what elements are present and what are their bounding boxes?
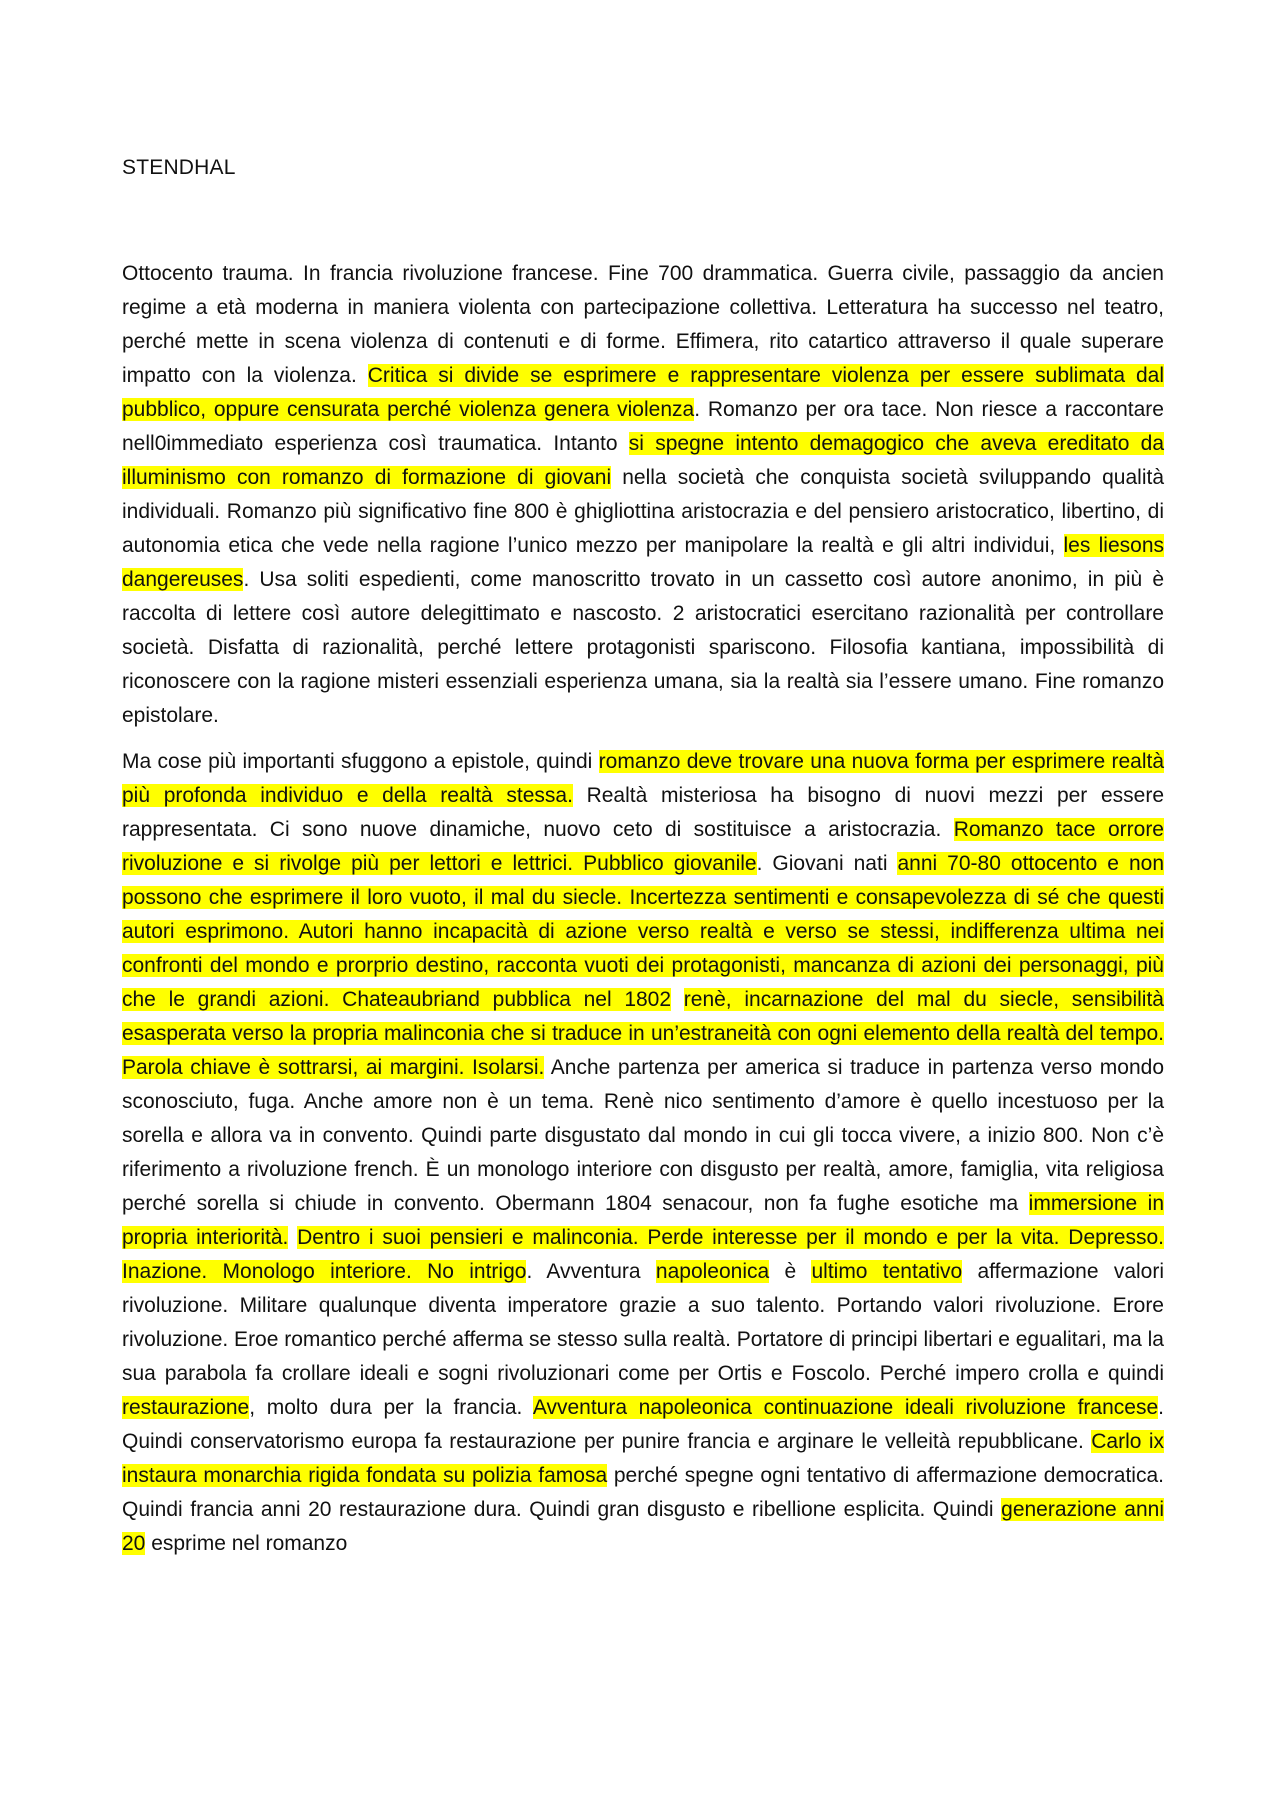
highlighted-text: Avventura napoleonica continuazione ideali rivoluzione francese <box>532 1396 1159 1419</box>
highlighted-text: Romanzo tace orrore rivoluzione e si rivolge più per lettori e lettrici. Pubblico giovanile <box>122 818 1164 875</box>
text-segment: nella società che conquista società sviluppando qualità individuali. Romanzo più significativo fine 800 è ghigliottina aristocrazia e del pensiero aristocratico, libertino, di autonomia etica che vede nella ragione l’unico mezzo per manipolare la realtà e gli altri individui, <box>122 466 1164 557</box>
text-segment: . Quindi conservatorismo europa fa restaurazione per punire francia e arginare le velleità repubblicane. <box>122 1396 1164 1453</box>
highlighted-text: romanzo deve trovare una nuova forma per esprimere realtà più profonda individuo e della realtà stessa. <box>122 750 1164 807</box>
paragraph-1 <box>122 257 1164 733</box>
paragraph-2 <box>122 745 1164 1561</box>
highlighted-text: les liesons dangereuses <box>122 534 1164 591</box>
text-segment: . Usa soliti espedienti, come manoscritto trovato in un cassetto così autore anonimo, in più è raccolta di lettere così autore delegittimato e nascosto. 2 aristocratici esercitano razionalità per controllare società. Disfatta di razionalità, perché lettere protagonisti spariscono. Filosofia kantiana, impossibilità di riconoscere con la ragione misteri essenziali esperienza umana, sia la realtà sia l’essere umano. Fine romanzo epistolare. <box>122 568 1164 727</box>
highlighted-text: restaurazione <box>122 1396 250 1419</box>
highlighted-text: Dentro i suoi pensieri e malinconia. Perde interesse per il mondo e per la vita. Depresso. Inazione. Monologo interiore. No intrigo <box>122 1226 1164 1283</box>
text-segment: , molto dura per la francia. <box>249 1396 533 1419</box>
text-segment: Anche partenza per america si traduce in partenza verso mondo sconosciuto, fuga. Anche amore non è un tema. Renè nico sentimento d’amore è quello incestuoso per la sorella e allora va in convento. Quindi parte disgustato dal mondo in cui gli tocca vivere, a inizio 800. Non c’è riferimento a rivoluzione french. È un monologo interiore con disgusto per realtà, amore, famiglia, vita religiosa perché sorella si chiude in convento. Obermann 1804 senacour, non fa fughe esotiche ma <box>122 1056 1164 1215</box>
document-title: STENDHAL <box>122 156 236 179</box>
text-segment: . Romanzo per ora tace. Non riesce a raccontare nell0immediato esperienza così traumatica. Intanto <box>122 398 1164 455</box>
text-segment <box>671 988 684 1011</box>
text-segment: affermazione valori rivoluzione. Militare qualunque diventa imperatore grazie a suo talento. Portando valori rivoluzione. Erore rivoluzione. Eroe romantico perché afferma se stesso sulla realtà. Portatore di principi libertari e egualitari, ma la sua parabola fa crollare ideali e sogni rivoluzionari come per Ortis e Foscolo. Perché impero crolla e quindi <box>122 1260 1164 1385</box>
text-segment: è <box>769 1260 812 1283</box>
highlighted-text: Carlo ix instaura monarchia rigida fondata su polizia famosa <box>122 1430 1165 1487</box>
text-segment: perché spegne ogni tentativo di affermazione democratica. Quindi francia anni 20 restaurazione dura. Quindi gran disgusto e ribellione esplicita. Quindi <box>122 1464 1164 1521</box>
highlighted-text: ultimo tentativo <box>811 1260 963 1283</box>
text-segment: . Giovani nati <box>756 852 898 875</box>
highlighted-text: generazione anni 20 <box>122 1498 1164 1555</box>
highlighted-text: immersione in propria interiorità. <box>122 1192 1165 1249</box>
highlighted-text: anni 70-80 ottocento e non possono che esprimere il loro vuoto, il mal du siecle. Incertezza sentimenti e consapevolezza di sé che questi autori esprimono. Autori hanno incapacità di azione verso realtà e verso se stessi, indifferenza ultima nei confronti del mondo e prorprio destino, racconta vuoti dei protagonisti, mancanza di azioni dei personaggi, più che le grandi azioni. Chateaubriand pubblica nel 1802 <box>122 852 1164 1011</box>
text-segment: Ottocento trauma. In francia rivoluzione francese. Fine 700 drammatica. Guerra civile, passaggio da ancien regime a età moderna in maniera violenta con partecipazione collettiva. Letteratura ha successo nel teatro, perché mette in scena violenza di contenuti e di forme. Effimera, rito catartico attraverso il quale superare impatto con la violenza. <box>122 262 1164 387</box>
text-segment: Realtà misteriosa ha bisogno di nuovi mezzi per essere rappresentata. Ci sono nuove dinamiche, nuovo ceto di sostituisce a aristocrazia. <box>122 784 1164 841</box>
highlighted-text: Critica si divide se esprimere e rappresentare violenza per essere sublimata dal pubblico, oppure censurata perché violenza genera violenza <box>122 364 1165 421</box>
text-segment <box>288 1226 297 1249</box>
highlighted-text: si spegne intento demagogico che aveva ereditato da illuminismo con romanzo di formazione di giovani <box>122 432 1164 489</box>
document-body <box>122 257 1164 1573</box>
text-segment: Ma cose più importanti sfuggono a epistole, quindi <box>122 750 599 773</box>
text-segment: . Avventura <box>526 1260 656 1283</box>
text-segment: esprime nel romanzo <box>145 1532 348 1555</box>
highlighted-text: napoleonica <box>655 1260 770 1283</box>
highlighted-text: renè, incarnazione del mal du siecle, sensibilità esasperata verso la propria malinconia che si traduce in un’estraneità con ogni elemento della realtà del tempo. Parola chiave è sottrarsi, ai margini. Isolarsi. <box>122 988 1164 1079</box>
